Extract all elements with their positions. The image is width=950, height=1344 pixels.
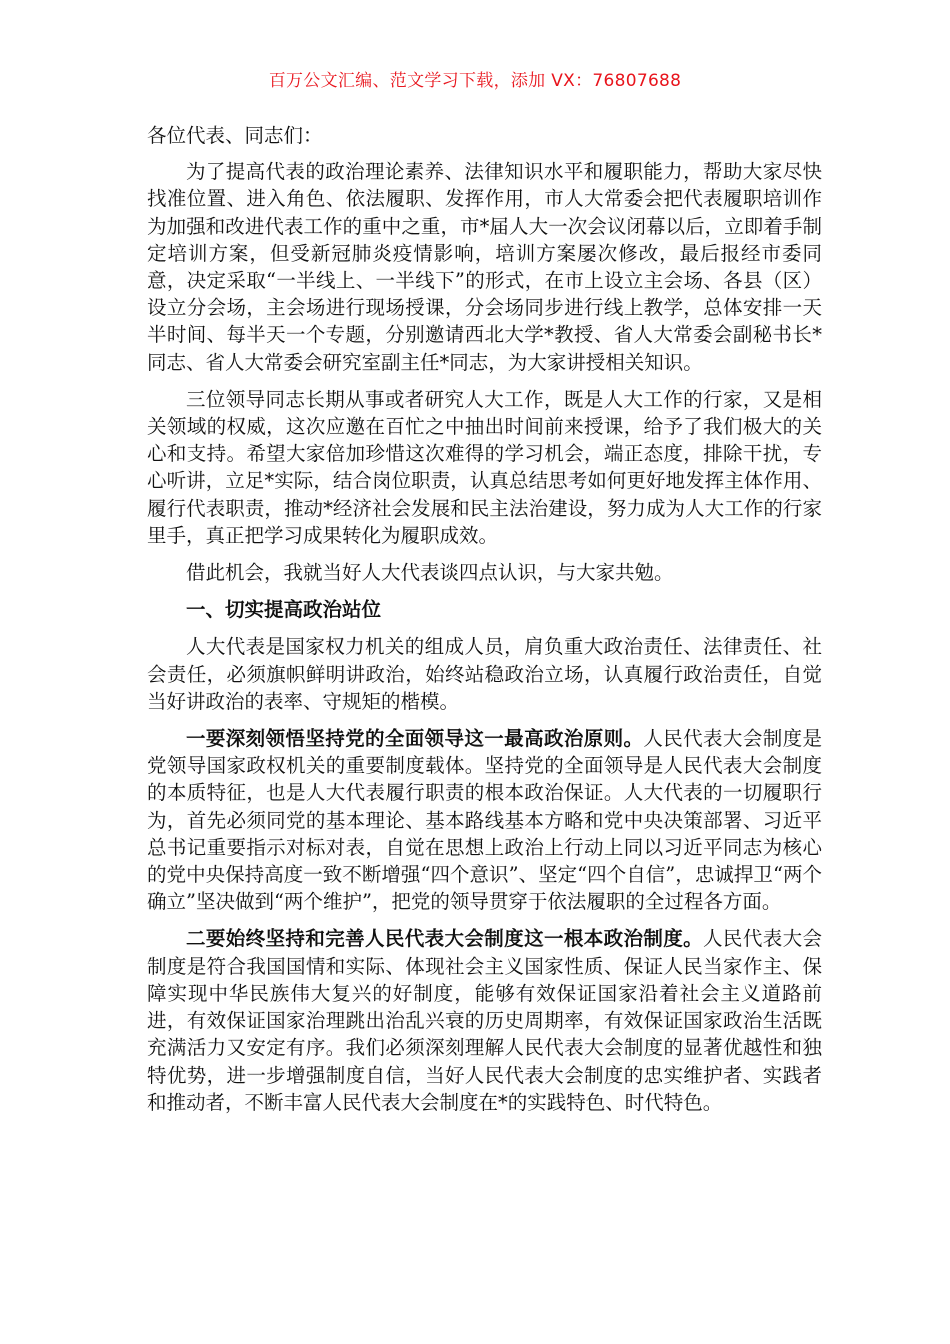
salutation: 各位代表、同志们： xyxy=(147,124,323,147)
point-2-paragraph xyxy=(147,925,822,1115)
point-1-lead: 一要深刻领悟坚持党的全面领导这一最高政治原则。 xyxy=(186,727,644,751)
section-1-intro: 人大代表是国家权力机关的组成人员，肩负重大政治责任、法律责任、社会责任，必须旗帜鲜明讲政治，始终站稳政治立场，认真履行政治责任，自觉当好讲政治的表率、守规矩的楷模。 xyxy=(147,635,822,713)
watermark-header: 百万公文汇编、范文学习下载，添加 VX：76807688 xyxy=(268,71,682,91)
point-1-paragraph xyxy=(147,725,822,915)
point-2-body: 人民代表大会制度是符合我国国情和实际、体现社会主义国家性质、保证人民当家作主、保障实现中华民族伟大复兴的好制度，能够有效保证国家沿着社会主义道路前进，有效保证国家治理跳出治乱兴衰的历史周期率，有效保证国家政治生活既充满活力又安定有序。我们必须深刻理解人民代表大会制度的显著优越性和独特优势，进一步增强制度自信，当好人民代表大会制度的忠实维护者、实践者和推动者，不断丰富人民代表大会制度在*的实践特色、时代特色。 xyxy=(147,927,822,1114)
point-1-body: 人民代表大会制度是党领导国家政权机关的重要制度载体。坚持党的全面领导是人民代表大会制度的本质特征，也是人大代表履行职责的根本政治保证。人大代表的一切履职行为，首先必须同党的基本理论、基本路线基本方略和党中央决策部署、习近平总书记重要指示对标对表，自觉在思想上政治上行动上同以习近平同志为核心的党中央保持高度一致不断增强“四个意识”、坚定“四个自信”，忠诚捍卫“两个确立”坚决做到“两个维护”，把党的领导贯穿于依法履职的全过程各方面。 xyxy=(147,727,822,914)
speech-body xyxy=(147,122,822,1126)
paragraph-training-plan: 为了提高代表的政治理论素养、法律知识水平和履职能力，帮助大家尽快找准位置、进入角色、依法履职、发挥作用，市人大常委会把代表履职培训作为加强和改进代表工作的重中之重，市*届人大一次会议闭幕以后，立即着手制定培训方案，但受新冠肺炎疫情影响，培训方案屡次修改，最后报经市委同意，决定采取“一半线上、一半线下”的形式，在市上设立主会场、各县（区）设立分会场，主会场进行现场授课，分会场同步进行线上教学，总体安排一天半时间、每半天一个专题，分别邀请西北大学*教授、省人大常委会副秘书长*同志、省人大常委会研究室副主任*同志，为大家讲授相关知识。 xyxy=(147,160,822,374)
section-heading-1: 一、切实提高政治站位 xyxy=(186,598,382,622)
paragraph-four-points: 借此机会，我就当好人大代表谈四点认识，与大家共勉。 xyxy=(186,561,674,585)
paragraph-lecturers: 三位领导同志长期从事或者研究人大工作，既是人大工作的行家，又是相关领域的权威，这次应邀在百忙之中抽出时间前来授课，给予了我们极大的关心和支持。希望大家倍加珍惜这次难得的学习机会，端正态度，排除干扰，专心听讲，立足*实际，结合岗位职责，认真总结思考如何更好地发挥主体作用、履行代表职责，推动*经济社会发展和民主法治建设，努力成为人大工作的行家里手，真正把学习成果转化为履职成效。 xyxy=(147,387,822,547)
point-2-lead: 二要始终坚持和完善人民代表大会制度这一根本政治制度。 xyxy=(186,927,704,951)
